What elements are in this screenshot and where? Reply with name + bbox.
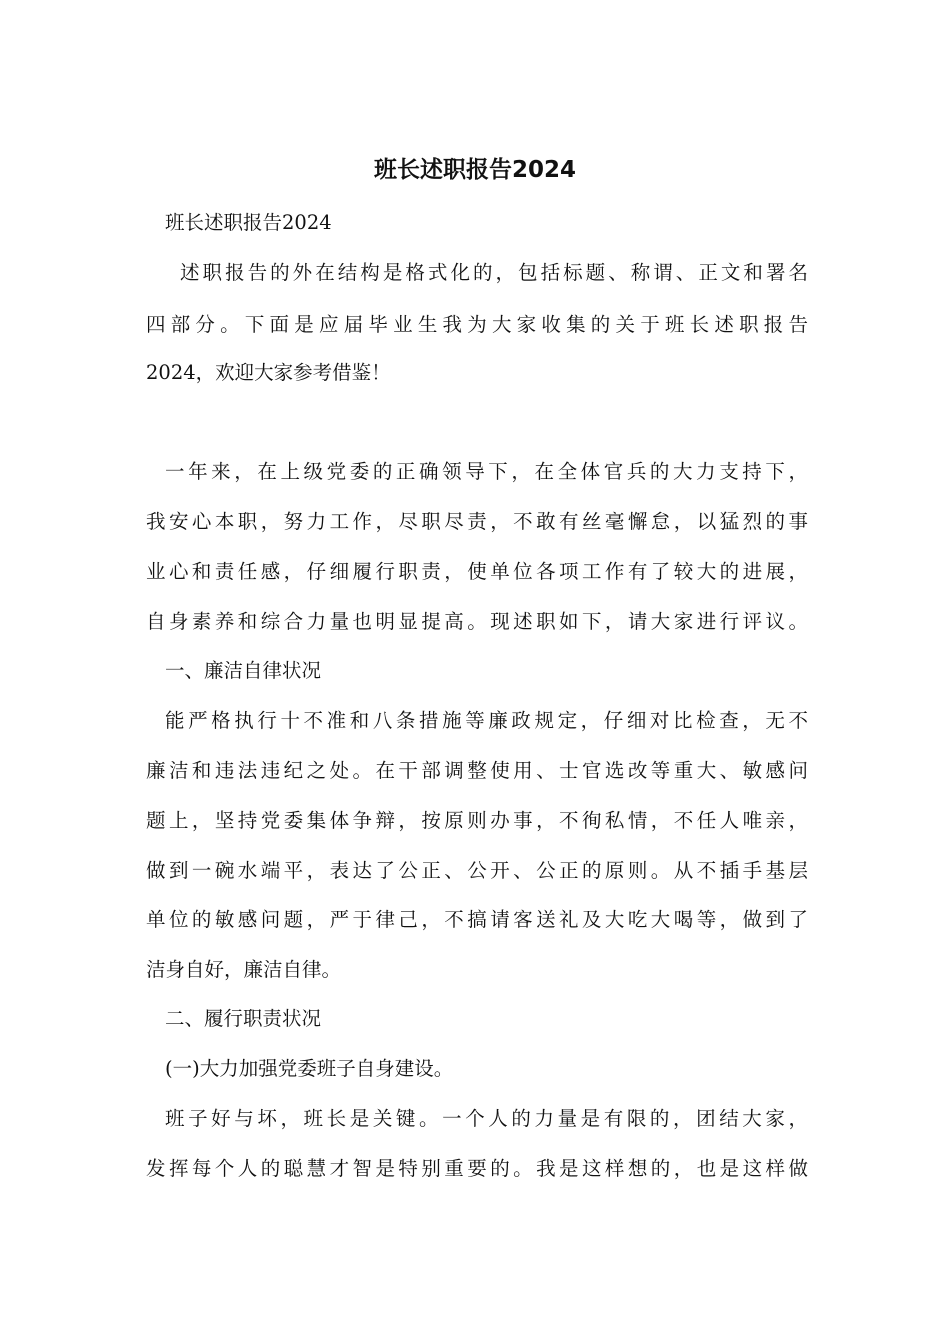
body-line: 做到一碗水端平，表达了公正、公开、公正的原则。从不插手基层	[146, 859, 808, 882]
body-line: 自身素养和综合力量也明显提高。现述职如下，请大家进行评议。	[146, 610, 808, 633]
document-title: 班长述职报告2024	[373, 157, 576, 183]
body-line: 班子好与坏，班长是关键。一个人的力量是有限的，团结大家，	[165, 1107, 808, 1130]
body-line: 2024，欢迎大家参考借鉴！	[146, 361, 391, 384]
body-line: 发挥每个人的聪慧才智是特别重要的。我是这样想的，也是这样做	[146, 1157, 808, 1180]
body-line: 我安心本职，努力工作，尽职尽责，不敢有丝毫懈怠，以猛烈的事	[146, 510, 808, 533]
body-line: 题上，坚持党委集体争辩，按原则办事，不徇私情，不任人唯亲，	[146, 809, 808, 832]
body-line: 述职报告的外在结构是格式化的，包括标题、称谓、正文和署名	[180, 261, 808, 284]
section-heading: 一、廉洁自律状况	[165, 659, 322, 682]
body-line: 能严格执行十不准和八条措施等廉政规定，仔细对比检查，无不	[165, 709, 808, 732]
subsection-heading: (一)大力加强党委班子自身建设。	[165, 1057, 454, 1080]
section-heading: 二、履行职责状况	[165, 1007, 322, 1030]
body-line: 洁身自好，廉洁自律。	[146, 958, 342, 981]
body-line: 四部分。下面是应届毕业生我为大家收集的关于班长述职报告	[146, 313, 808, 336]
body-line: 单位的敏感问题，严于律己，不搞请客送礼及大吃大喝等，做到了	[146, 908, 808, 931]
body-line: 一年来，在上级党委的正确领导下，在全体官兵的大力支持下，	[165, 460, 808, 483]
subtitle-line: 班长述职报告2024	[165, 211, 332, 234]
body-line: 廉洁和违法违纪之处。在干部调整使用、士官选改等重大、敏感问	[146, 759, 808, 782]
body-line: 业心和责任感，仔细履行职责，使单位各项工作有了较大的进展，	[146, 560, 808, 583]
